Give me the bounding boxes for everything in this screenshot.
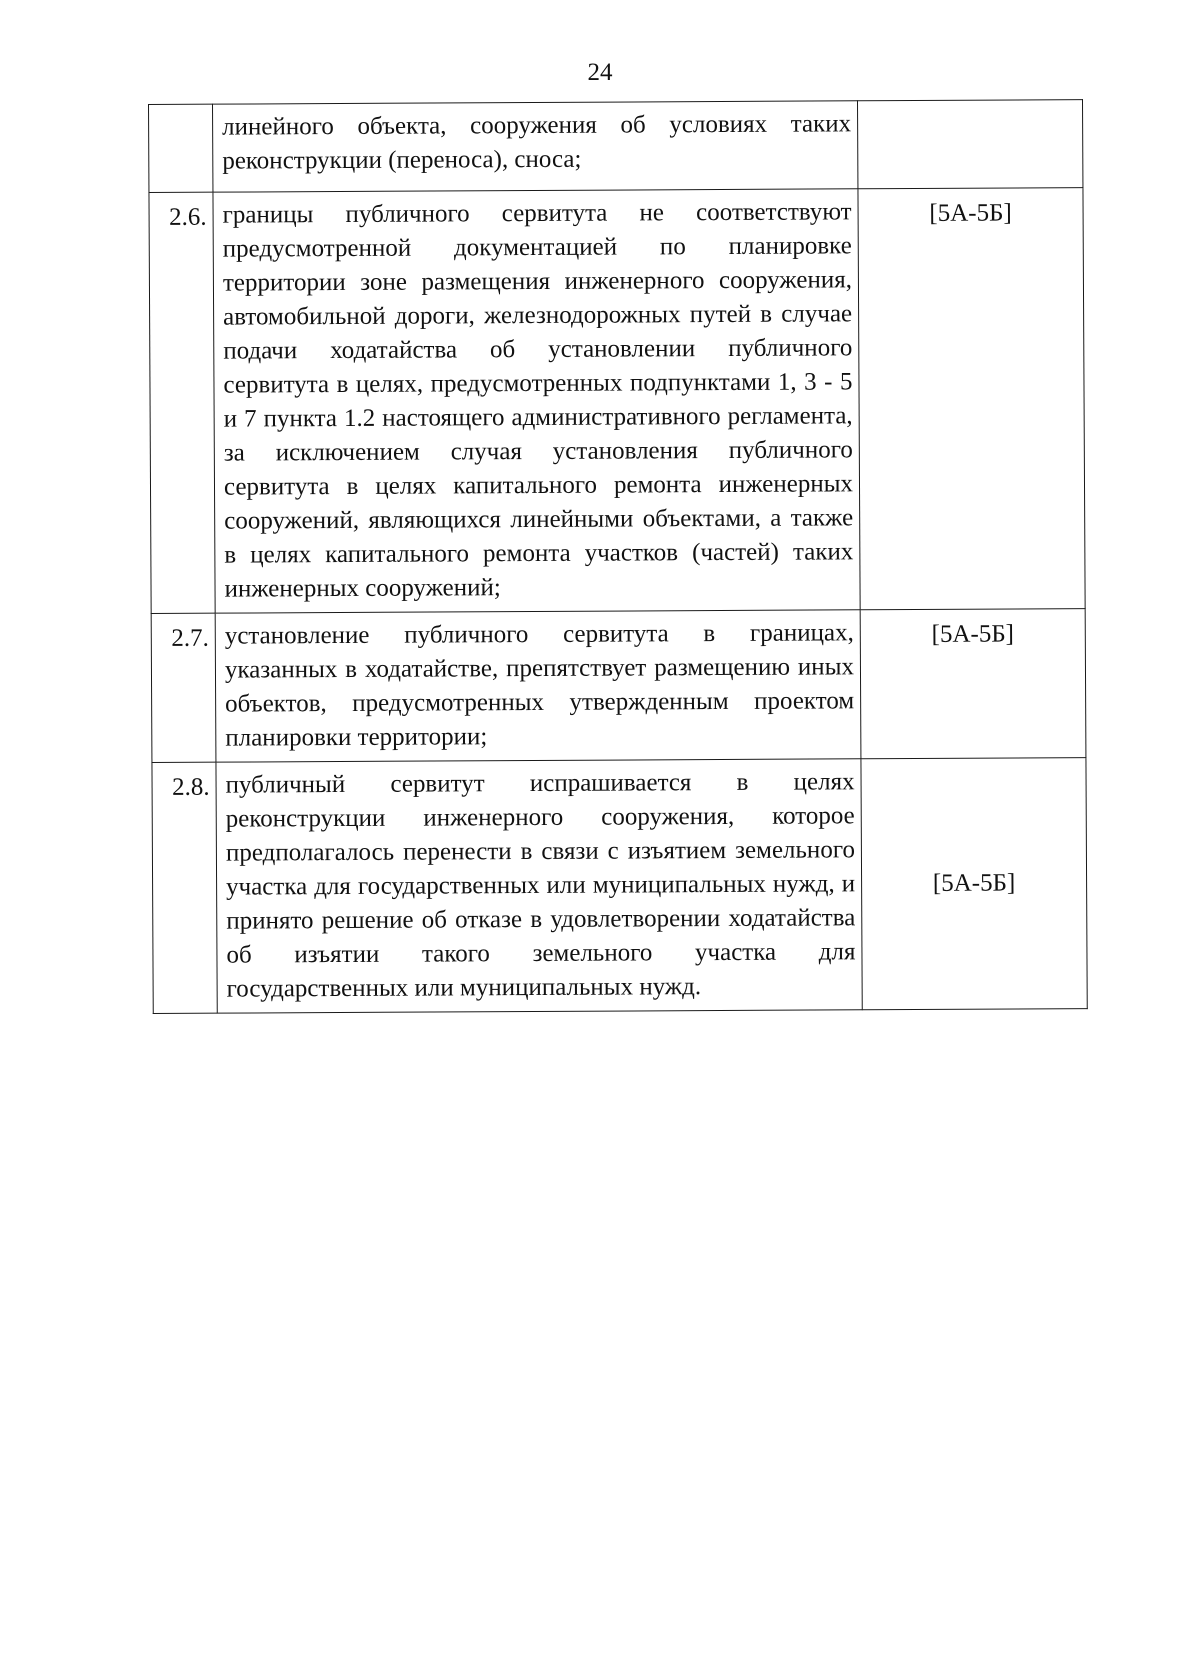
row-number [149,104,213,192]
row-reference [857,100,1082,189]
table-row [151,609,1086,763]
table-row [149,100,1083,193]
table-row [149,188,1085,614]
row-number: 2.7. [151,613,216,762]
row-text: публичный сервитут испрашивается в целях реконструкции инженерного сооружения, которое предполагалось перенести в связи с изъятием земельного участка для государственных или муниципальных нужд, и принято решение об отказе в удовлетворении ходатайства об изъятии такого земельного участка для государственных или муниципальных нужд. [216,759,862,1013]
row-reference: [5А-5Б] [860,609,1086,759]
row-text: установление публичного сервитута в границах, указанных в ходатайстве, препятствует размещению иных объектов, предусмотренных утвержденным проектом планировки территории; [215,610,861,762]
row-number: 2.6. [149,192,215,613]
table-row [152,758,1087,1014]
row-text: границы публичного сервитута не соответствуют предусмотренной документацией по планировке территории зоне размещения инженерного сооружения, автомобильной дороги, железнодорожных путей в случае подачи ходатайства об установлении публичного сервитута в целях, предусмотренных подпунктами 1, 3 - 5 и 7 пункта 1.2 настоящего административного регламента, за исключением случая установления публичного сервитута в целях капитального ремонта инженерных сооружений, являющихся линейными объектами, а также в целях капитального ремонта участков (частей) таких инженерных сооружений; [213,189,860,613]
grounds-table [148,99,1088,1014]
row-reference: [5А-5Б] [861,758,1087,1010]
row-number: 2.8. [152,762,217,1013]
row-reference: [5А-5Б] [858,188,1085,610]
row-text: линейного объекта, сооружения об условиях таких реконструкции (переноса), сноса; [213,101,858,192]
page-number: 24 [587,59,613,86]
